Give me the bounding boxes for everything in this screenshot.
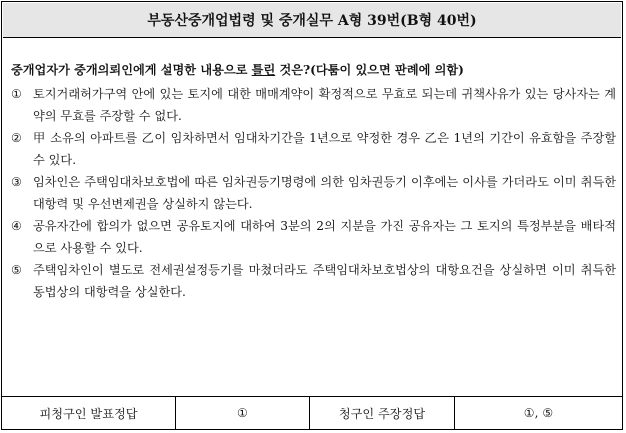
option-5 (11, 259, 616, 303)
option-list (11, 83, 616, 303)
question-emphasis: 틀린 (251, 63, 276, 77)
question-prefix: 중개업자가 중개의뢰인에게 설명한 내용으로 (11, 63, 252, 77)
option-3 (11, 171, 616, 215)
option-2 (11, 127, 616, 171)
option-text: 甲 소유의 아파트를 乙이 임차하면서 임대차기간을 1년으로 약정한 경우 乙은 1년의 기간이 유효함을 주장할 수 있다. (33, 131, 616, 167)
option-text: 공유자간에 합의가 없으면 공유토지에 대하여 3분의 2의 지분을 가진 공유자는 그 토지의 특정부분을 배타적으로 사용할 수 있다. (33, 219, 616, 255)
answer-table (2, 397, 622, 430)
option-number: ① (11, 87, 22, 101)
option-number: ③ (11, 175, 22, 189)
option-1 (11, 83, 616, 127)
option-number: ⑤ (11, 263, 22, 277)
option-number: ② (11, 131, 22, 145)
official-answer-value: ① (176, 396, 310, 430)
option-text: 주택임차인이 별도로 전세권설정등기를 마쳤더라도 주택임대차보호법상의 대항요건을 상실하면 이미 취득한 동법상의 대항력을 상실한다. (33, 263, 616, 299)
option-4 (11, 215, 616, 259)
page-title: 부동산중개업법령 및 중개실무 A형 39번(B형 40번) (3, 3, 621, 38)
answer-row (2, 396, 622, 430)
official-answer-label: 피청구인 발표정답 (2, 396, 176, 430)
question-stem (11, 61, 618, 79)
claim-answer-value: ①, ⑤ (523, 406, 554, 420)
question-suffix: 것은?(다툼이 있으면 판례에 의함) (275, 63, 464, 77)
option-number: ④ (11, 219, 22, 233)
option-text: 토지거래허가구역 안에 있는 토지에 대한 매매계약이 확정적으로 무효로 되는데 귀책사유가 있는 당사자는 계약의 무효를 주장할 수 없다. (33, 87, 616, 123)
option-text: 임차인은 주택임대차보호법에 따른 임차권등기명령에 의한 임차권등기 이후에는 이사를 가더라도 이미 취득한 대항력 및 우선변제권을 상실하지 않는다. (33, 175, 616, 211)
claim-answer-label: 청구인 주장정답 (310, 396, 455, 430)
